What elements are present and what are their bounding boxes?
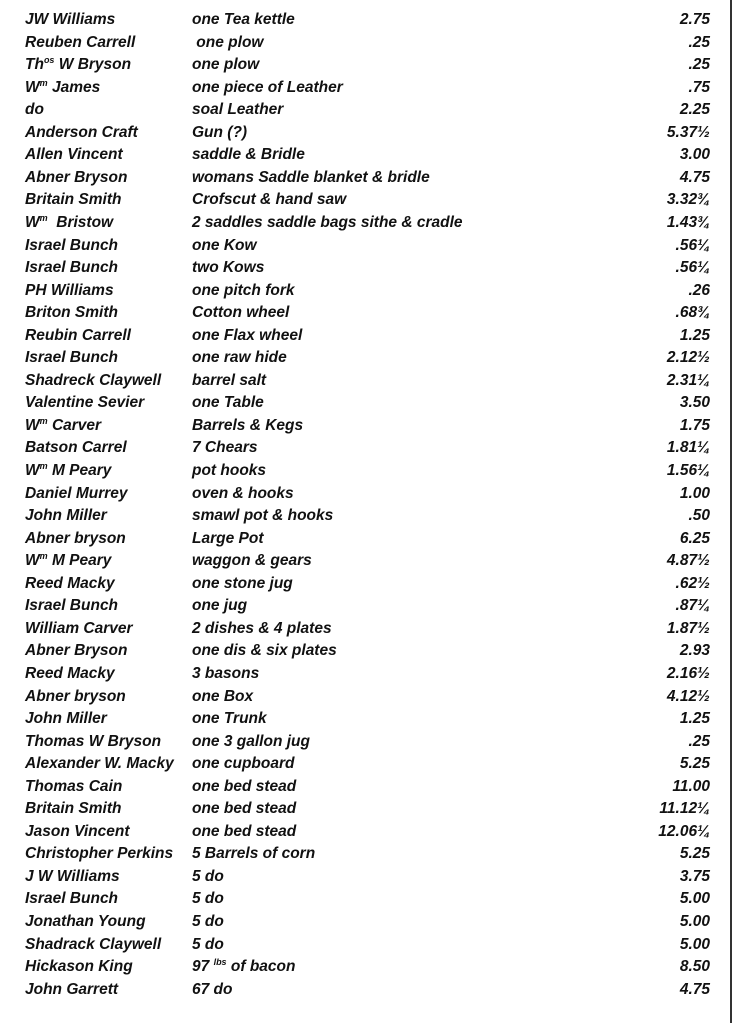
item-text: saddle & Bridle bbox=[192, 146, 305, 164]
sale-amount: 6.25 bbox=[679, 529, 710, 547]
buyer-name bbox=[25, 77, 100, 99]
buyer-name-rest: Bristow bbox=[47, 213, 114, 231]
buyer-name bbox=[25, 979, 118, 1001]
item-text: one bed stead bbox=[192, 777, 297, 795]
buyer-name-superscript: m bbox=[39, 460, 48, 471]
ledger-row bbox=[0, 640, 732, 662]
ledger-row bbox=[0, 843, 732, 865]
item-description bbox=[192, 821, 296, 843]
item-description bbox=[192, 9, 295, 31]
item-description bbox=[192, 122, 247, 144]
sale-amount: .26 bbox=[688, 281, 710, 299]
buyer-name-text: Reubin Carrell bbox=[25, 326, 131, 344]
buyer-name-superscript: m bbox=[39, 212, 48, 223]
sale-amount: 4.12½ bbox=[666, 687, 710, 705]
item-text: 67 do bbox=[192, 980, 233, 998]
buyer-name-text: W bbox=[25, 462, 40, 479]
item-description bbox=[192, 888, 224, 910]
item-text: one bed stead bbox=[192, 800, 297, 818]
sale-amount: 5.00 bbox=[679, 913, 710, 930]
buyer-name bbox=[25, 415, 101, 437]
ledger-row bbox=[0, 235, 732, 257]
item-text: 5 do bbox=[192, 867, 224, 885]
ledger-row bbox=[0, 686, 732, 708]
buyer-name bbox=[25, 640, 128, 662]
item-text: oven & hooks bbox=[192, 484, 294, 502]
item-description bbox=[192, 505, 333, 527]
sale-amount: 3.32¾ bbox=[666, 191, 710, 209]
item-text: waggon & gears bbox=[192, 552, 312, 570]
ledger-row bbox=[0, 528, 732, 550]
buyer-name bbox=[25, 776, 122, 798]
buyer-name-text: Shadreck Claywell bbox=[25, 371, 162, 389]
ledger-row bbox=[0, 888, 732, 910]
sale-amount: 1.25 bbox=[679, 710, 710, 728]
sale-amount: .62½ bbox=[675, 574, 710, 592]
buyer-name bbox=[25, 843, 173, 865]
item-description bbox=[192, 167, 430, 189]
buyer-name-text: Israel Bunch bbox=[25, 236, 119, 254]
buyer-name-text: William Carver bbox=[25, 619, 133, 637]
ledger-row bbox=[0, 505, 732, 527]
buyer-name bbox=[25, 708, 107, 730]
sale-amount: 4.75 bbox=[679, 980, 710, 998]
buyer-name-text: W bbox=[25, 416, 40, 434]
ledger-row bbox=[0, 595, 732, 617]
sale-amount: .75 bbox=[688, 78, 710, 96]
item-text: one raw hide bbox=[192, 349, 287, 367]
sale-amount: 12.06¼ bbox=[658, 822, 710, 840]
buyer-name-text: Anderson Craft bbox=[25, 123, 138, 141]
buyer-name bbox=[25, 550, 111, 572]
ledger-row bbox=[0, 798, 732, 820]
buyer-name-text: Abner Bryson bbox=[25, 642, 128, 660]
item-description bbox=[192, 347, 287, 369]
ledger-row bbox=[0, 956, 732, 978]
item-description bbox=[192, 663, 259, 685]
ledger-row bbox=[0, 257, 732, 279]
sale-amount: 11.00 bbox=[672, 777, 710, 795]
ledger-row bbox=[0, 821, 732, 843]
item-description bbox=[192, 99, 283, 121]
buyer-name bbox=[25, 753, 174, 775]
buyer-name-rest: James bbox=[47, 78, 101, 96]
buyer-name-text: Thomas W Bryson bbox=[25, 732, 162, 750]
buyer-name-rest: W Bryson bbox=[54, 56, 132, 74]
item-text: Cotton wheel bbox=[192, 304, 290, 322]
item-text: one Flax wheel bbox=[192, 326, 303, 344]
sale-amount: 1.43¾ bbox=[666, 213, 710, 231]
item-description bbox=[192, 235, 257, 257]
buyer-name bbox=[25, 505, 107, 527]
item-text: 5 do bbox=[192, 935, 224, 953]
ledger-row bbox=[0, 144, 732, 166]
item-text: one jug bbox=[192, 597, 248, 615]
sale-amount: 4.75 bbox=[679, 168, 710, 186]
item-description bbox=[192, 257, 264, 279]
item-text: 97 bbox=[192, 958, 214, 976]
item-text: 2 dishes & 4 plates bbox=[192, 619, 332, 637]
buyer-name bbox=[25, 257, 118, 279]
ledger-row bbox=[0, 9, 732, 31]
item-description bbox=[192, 325, 302, 347]
item-text: 5 do bbox=[192, 913, 224, 930]
buyer-name-text: John Garrett bbox=[25, 980, 119, 998]
item-description bbox=[192, 866, 224, 888]
buyer-name-text: Hickason King bbox=[25, 958, 133, 976]
buyer-name bbox=[25, 99, 44, 121]
buyer-name bbox=[25, 686, 126, 708]
sale-amount: 2.31¼ bbox=[666, 371, 710, 389]
buyer-name bbox=[25, 460, 111, 482]
buyer-name-superscript: m bbox=[39, 551, 48, 562]
buyer-name bbox=[25, 528, 126, 550]
ledger-row bbox=[0, 550, 732, 572]
item-description bbox=[192, 212, 463, 234]
buyer-name-text: JW Williams bbox=[25, 11, 116, 28]
buyer-name bbox=[25, 325, 131, 347]
sale-amount: 5.25 bbox=[679, 845, 710, 863]
ledger-row bbox=[0, 483, 732, 505]
buyer-name bbox=[25, 888, 118, 910]
buyer-name-text: John Miller bbox=[25, 710, 107, 728]
buyer-name-text: Daniel Murrey bbox=[25, 484, 128, 502]
item-text: pot hooks bbox=[192, 462, 267, 479]
ledger-row bbox=[0, 437, 732, 459]
item-description bbox=[192, 54, 259, 76]
item-text: Gun (?) bbox=[192, 123, 248, 141]
buyer-name bbox=[25, 392, 144, 414]
item-description bbox=[192, 798, 296, 820]
sale-amount: .25 bbox=[688, 732, 710, 750]
sale-amount: 8.50 bbox=[679, 958, 710, 976]
buyer-name-text: Christopher Perkins bbox=[25, 845, 174, 863]
ledger-row bbox=[0, 370, 732, 392]
ledger-row bbox=[0, 776, 732, 798]
item-text: one dis & six plates bbox=[192, 642, 337, 660]
buyer-name bbox=[25, 189, 121, 211]
buyer-name bbox=[25, 280, 114, 302]
sale-amount: 1.81¼ bbox=[666, 439, 710, 457]
buyer-name bbox=[25, 483, 128, 505]
sale-amount: 2.16½ bbox=[666, 664, 710, 682]
ledger-row bbox=[0, 280, 732, 302]
item-text: 5 do bbox=[192, 890, 224, 908]
buyer-name bbox=[25, 911, 146, 933]
buyer-name-text: Britain Smith bbox=[25, 800, 122, 818]
sale-amount: 4.87½ bbox=[666, 552, 710, 570]
item-text: one Trunk bbox=[192, 710, 267, 728]
ledger-row bbox=[0, 54, 732, 76]
sale-amount: 2.12½ bbox=[666, 349, 710, 367]
sale-amount: .56¼ bbox=[675, 259, 710, 277]
ledger-row bbox=[0, 392, 732, 414]
item-text: one bed stead bbox=[192, 822, 297, 840]
sale-amount: .25 bbox=[688, 56, 710, 74]
ledger-row bbox=[0, 573, 732, 595]
buyer-name-text: W bbox=[25, 213, 40, 231]
item-text: Barrels & Kegs bbox=[192, 416, 304, 434]
buyer-name-superscript: m bbox=[39, 77, 48, 88]
sale-amount: .68¾ bbox=[675, 304, 710, 322]
item-description bbox=[192, 934, 224, 956]
sale-amount: .50 bbox=[688, 507, 710, 525]
sale-amount: 1.75 bbox=[679, 416, 710, 434]
buyer-name-text: Valentine Sevier bbox=[25, 394, 145, 412]
item-text: 5 Barrels of corn bbox=[192, 845, 316, 863]
item-description bbox=[192, 144, 305, 166]
buyer-name-text: Briton Smith bbox=[25, 304, 118, 322]
buyer-name-superscript: os bbox=[43, 54, 55, 65]
item-description bbox=[192, 753, 294, 775]
item-text: Large Pot bbox=[192, 529, 264, 547]
item-description bbox=[192, 280, 294, 302]
ledger-row bbox=[0, 911, 732, 933]
item-description bbox=[192, 392, 264, 414]
buyer-name-text: Jonathan Young bbox=[25, 913, 146, 930]
buyer-name-text: Abner bryson bbox=[25, 687, 126, 705]
ledger-row bbox=[0, 347, 732, 369]
buyer-name bbox=[25, 934, 161, 956]
buyer-name-text: W bbox=[25, 552, 40, 570]
buyer-name bbox=[25, 595, 118, 617]
ledger-row bbox=[0, 122, 732, 144]
item-description bbox=[192, 302, 289, 324]
item-description bbox=[192, 911, 224, 933]
item-description bbox=[192, 189, 346, 211]
buyer-name bbox=[25, 32, 135, 54]
item-text: one stone jug bbox=[192, 574, 293, 592]
buyer-name bbox=[25, 798, 121, 820]
buyer-name-text: Abner Bryson bbox=[25, 168, 128, 186]
ledger-row bbox=[0, 460, 732, 482]
sale-amount: 5.00 bbox=[679, 890, 710, 908]
buyer-name bbox=[25, 573, 115, 595]
buyer-name-text: Allen Vincent bbox=[25, 146, 123, 164]
ledger-row bbox=[0, 866, 732, 888]
buyer-name-text: Reed Macky bbox=[25, 574, 115, 592]
item-text: smawl pot & hooks bbox=[192, 507, 334, 525]
buyer-name-text: Israel Bunch bbox=[25, 597, 119, 615]
ledger-row bbox=[0, 302, 732, 324]
sale-amount: 2.93 bbox=[679, 642, 710, 660]
item-description bbox=[192, 528, 263, 550]
item-text: one plow bbox=[192, 56, 260, 74]
buyer-name-superscript: m bbox=[39, 415, 48, 426]
item-description bbox=[192, 437, 257, 459]
item-description bbox=[192, 460, 266, 482]
buyer-name bbox=[25, 212, 113, 234]
item-text: womans Saddle blanket & bridle bbox=[192, 168, 430, 186]
sale-amount: 5.37½ bbox=[666, 123, 710, 141]
item-description bbox=[192, 483, 294, 505]
item-text: 7 Chears bbox=[192, 439, 258, 457]
sale-amount: 1.56¼ bbox=[666, 462, 710, 479]
sale-amount: 3.50 bbox=[679, 394, 710, 412]
buyer-name bbox=[25, 9, 115, 31]
buyer-name-text: Britain Smith bbox=[25, 191, 122, 209]
buyer-name bbox=[25, 54, 131, 76]
ledger-row bbox=[0, 325, 732, 347]
sale-amount: 5.00 bbox=[679, 935, 710, 953]
item-text: one 3 gallon jug bbox=[192, 732, 310, 750]
item-text: one Tea kettle bbox=[192, 11, 295, 28]
buyer-name-text: Israel Bunch bbox=[25, 349, 119, 367]
ledger-row bbox=[0, 415, 732, 437]
buyer-name bbox=[25, 956, 133, 978]
ledger-row bbox=[0, 189, 732, 211]
sale-amount: 3.00 bbox=[679, 146, 710, 164]
item-description bbox=[192, 573, 293, 595]
sale-amount: .25 bbox=[688, 33, 710, 51]
item-description bbox=[192, 708, 267, 730]
sale-amount: .56¼ bbox=[675, 236, 710, 254]
buyer-name-text: Israel Bunch bbox=[25, 259, 119, 277]
buyer-name-text: do bbox=[25, 101, 44, 119]
buyer-name bbox=[25, 437, 127, 459]
item-text: one Box bbox=[192, 687, 254, 705]
buyer-name-text: PH Williams bbox=[25, 281, 114, 299]
item-description bbox=[192, 776, 296, 798]
buyer-name bbox=[25, 663, 115, 685]
sale-amount: .87¼ bbox=[675, 597, 710, 615]
item-description bbox=[192, 415, 303, 437]
buyer-name-text: W bbox=[25, 78, 40, 96]
buyer-name-text: Jason Vincent bbox=[25, 822, 130, 840]
item-description bbox=[192, 979, 232, 1001]
buyer-name-rest: Carver bbox=[47, 416, 102, 434]
item-text: one cupboard bbox=[192, 755, 295, 773]
item-description bbox=[192, 731, 310, 753]
item-description bbox=[192, 843, 315, 865]
ledger-row bbox=[0, 731, 732, 753]
ledger-row bbox=[0, 934, 732, 956]
buyer-name bbox=[25, 866, 120, 888]
item-text: 2 saddles saddle bags sithe & cradle bbox=[192, 213, 463, 231]
buyer-name-text: Abner bryson bbox=[25, 529, 126, 547]
item-description bbox=[192, 640, 337, 662]
buyer-name-text: Th bbox=[25, 56, 44, 74]
item-description bbox=[192, 686, 253, 708]
buyer-name-text: J W Williams bbox=[25, 867, 120, 885]
sale-amount: 2.25 bbox=[679, 101, 710, 119]
item-text: one plow bbox=[192, 33, 264, 51]
sale-amount: 1.25 bbox=[679, 326, 710, 344]
item-text: one piece of Leather bbox=[192, 78, 343, 96]
sale-amount: 11.12¼ bbox=[659, 800, 710, 818]
ledger-row bbox=[0, 979, 732, 1001]
ledger-row bbox=[0, 663, 732, 685]
buyer-name-text: Shadrack Claywell bbox=[25, 935, 162, 953]
buyer-name-text: Reed Macky bbox=[25, 664, 115, 682]
buyer-name bbox=[25, 731, 161, 753]
buyer-name bbox=[25, 618, 133, 640]
buyer-name-rest: M Peary bbox=[47, 552, 112, 570]
buyer-name-text: Batson Carrel bbox=[25, 439, 127, 457]
buyer-name-text: Israel Bunch bbox=[25, 890, 119, 908]
buyer-name bbox=[25, 821, 130, 843]
ledger-row bbox=[0, 708, 732, 730]
item-description bbox=[192, 370, 266, 392]
buyer-name bbox=[25, 370, 161, 392]
ledger-row bbox=[0, 32, 732, 54]
sale-amount: 1.00 bbox=[679, 484, 710, 502]
item-text: 3 basons bbox=[192, 664, 260, 682]
item-description bbox=[192, 550, 312, 572]
ledger-row bbox=[0, 167, 732, 189]
buyer-name-text: Thomas Cain bbox=[25, 777, 123, 795]
ledger-row bbox=[0, 212, 732, 234]
buyer-name bbox=[25, 235, 118, 257]
buyer-name-text: Reuben Carrell bbox=[25, 33, 136, 51]
item-text: Crofscut & hand saw bbox=[192, 191, 347, 209]
item-description bbox=[192, 618, 332, 640]
ledger-row bbox=[0, 99, 732, 121]
buyer-name-text: John Miller bbox=[25, 507, 107, 525]
item-superscript: lbs bbox=[213, 956, 227, 967]
ledger-row bbox=[0, 753, 732, 775]
item-text: one pitch fork bbox=[192, 281, 295, 299]
item-description bbox=[192, 595, 247, 617]
buyer-name-rest: M Peary bbox=[47, 462, 112, 479]
item-description bbox=[192, 956, 295, 978]
ledger-row bbox=[0, 618, 732, 640]
buyer-name-text: Alexander W. Macky bbox=[25, 755, 174, 773]
buyer-name bbox=[25, 122, 138, 144]
item-description bbox=[192, 77, 343, 99]
buyer-name bbox=[25, 347, 118, 369]
item-rest: of bacon bbox=[226, 958, 296, 976]
sale-amount: 5.25 bbox=[679, 755, 710, 773]
sale-amount: 3.75 bbox=[679, 867, 710, 885]
buyer-name bbox=[25, 144, 123, 166]
item-text: two Kows bbox=[192, 259, 265, 277]
item-text: barrel salt bbox=[192, 371, 267, 389]
buyer-name bbox=[25, 167, 128, 189]
sale-amount: 1.87½ bbox=[666, 619, 710, 637]
item-text: soal Leather bbox=[192, 101, 284, 119]
item-text: one Table bbox=[192, 394, 264, 412]
sale-amount: 2.75 bbox=[679, 11, 710, 28]
ledger-row bbox=[0, 77, 732, 99]
item-description bbox=[192, 32, 263, 54]
buyer-name bbox=[25, 302, 118, 324]
item-text: one Kow bbox=[192, 236, 257, 254]
